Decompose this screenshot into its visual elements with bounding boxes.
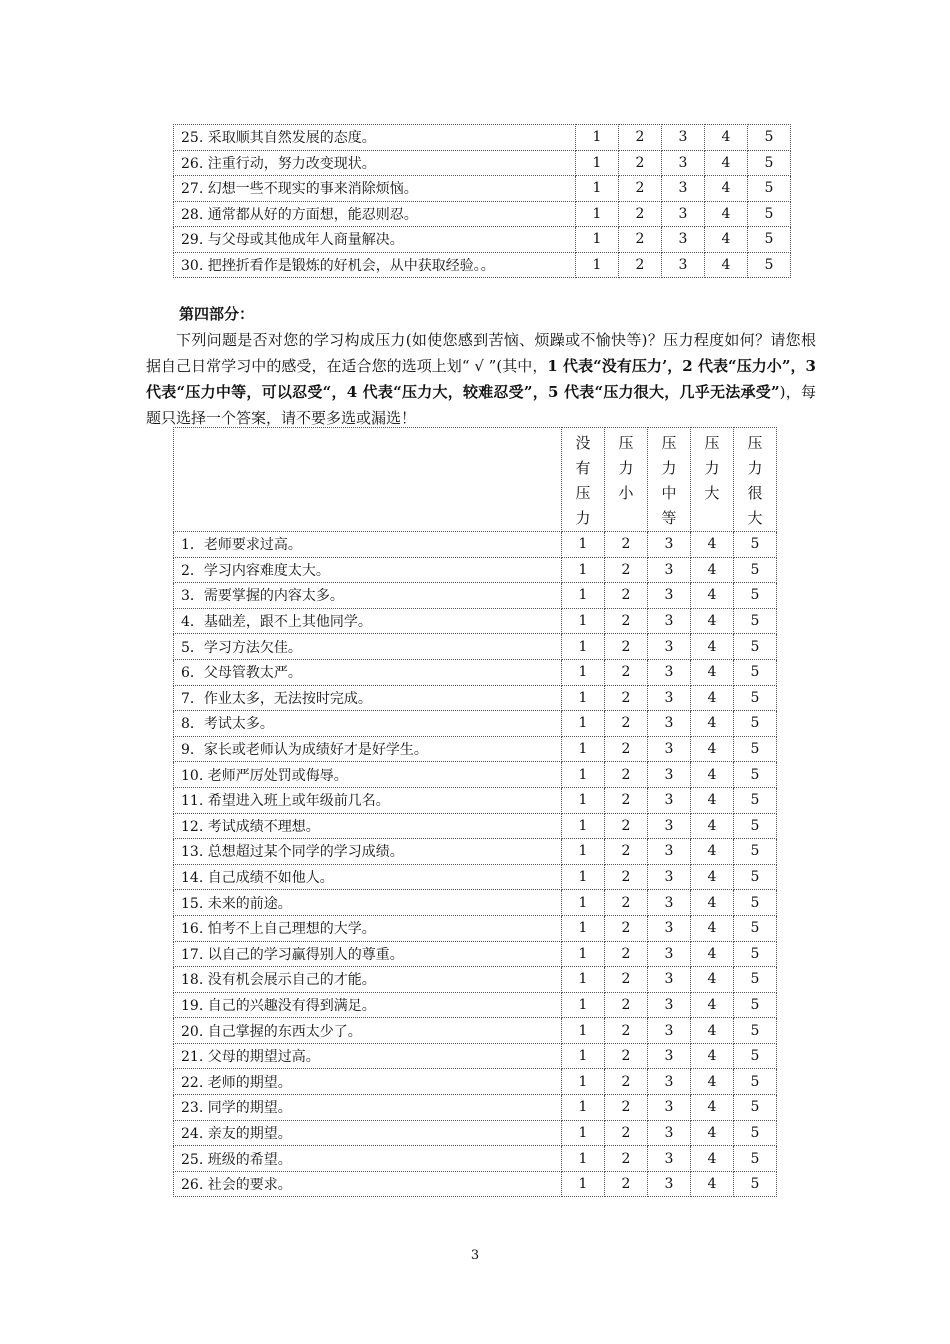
rating-option-1[interactable]: 1 [562, 813, 605, 839]
rating-option-1[interactable]: 1 [562, 1171, 605, 1197]
question-text: 22. 老师的期望。 [174, 1069, 562, 1095]
rating-option-4[interactable]: 4 [691, 583, 734, 609]
rating-option-3[interactable]: 3 [648, 1043, 691, 1069]
instruction-text-1: 下列问题是否对您的学习构成压力(如使您感到苦恼、烦躁或不愉快等)？压力程度如何？请您根据自己日常学习中的感受，在适合您的选项上划“ √ ”(其中， [146, 331, 816, 375]
question-text: 26. 社会的要求。 [174, 1171, 562, 1197]
rating-option-1[interactable]: 1 [562, 685, 605, 711]
rating-option-2[interactable]: 2 [605, 839, 648, 865]
rating-option-1[interactable]: 1 [562, 1018, 605, 1044]
rating-option-5[interactable]: 5 [734, 1095, 777, 1121]
rating-option-3[interactable]: 3 [648, 813, 691, 839]
rating-option-1[interactable]: 1 [562, 839, 605, 865]
rating-option-3[interactable]: 3 [648, 659, 691, 685]
rating-option-4[interactable]: 4 [691, 992, 734, 1018]
question-text: 13. 总想超过某个同学的学习成绩。 [174, 839, 562, 865]
rating-option-2[interactable]: 2 [605, 685, 648, 711]
table-row [174, 659, 777, 685]
rating-option-2[interactable]: 2 [605, 634, 648, 660]
rating-option-5[interactable]: 5 [748, 252, 791, 278]
rating-option-5[interactable]: 5 [734, 813, 777, 839]
rating-option-5[interactable]: 5 [734, 992, 777, 1018]
rating-option-2[interactable]: 2 [605, 1018, 648, 1044]
table-row [174, 915, 777, 941]
question-text: 12. 考试成绩不理想。 [174, 813, 562, 839]
rating-option-4[interactable]: 4 [691, 967, 734, 993]
table-row [174, 252, 791, 278]
rating-option-2[interactable]: 2 [605, 1120, 648, 1146]
rating-option-2[interactable]: 2 [605, 1069, 648, 1095]
question-text: 28. 通常都从好的方面想，能忍则忍。 [174, 201, 576, 227]
page-number: 3 [470, 1248, 480, 1263]
rating-option-3[interactable]: 3 [648, 992, 691, 1018]
coping-table-continued [173, 124, 791, 278]
header-medium-stress: 压力中等 [648, 428, 691, 532]
table-row [174, 532, 777, 558]
rating-option-2[interactable]: 2 [619, 150, 662, 176]
question-text: 25. 班级的希望。 [174, 1146, 562, 1172]
table-row [174, 1171, 777, 1197]
rating-option-4[interactable]: 4 [691, 890, 734, 916]
rating-option-4[interactable]: 4 [691, 762, 734, 788]
question-text: 21. 父母的期望过高。 [174, 1043, 562, 1069]
question-text: 11. 希望进入班上或年级前几名。 [174, 787, 562, 813]
rating-option-1[interactable]: 1 [562, 941, 605, 967]
rating-option-5[interactable]: 5 [734, 557, 777, 583]
rating-option-4[interactable]: 4 [691, 711, 734, 737]
rating-option-2[interactable]: 2 [605, 736, 648, 762]
rating-option-2[interactable]: 2 [605, 532, 648, 558]
rating-option-2[interactable]: 2 [605, 813, 648, 839]
rating-option-3[interactable]: 3 [648, 634, 691, 660]
table-row [174, 227, 791, 253]
rating-option-4[interactable]: 4 [691, 736, 734, 762]
table-row [174, 150, 791, 176]
rating-option-4[interactable]: 4 [691, 787, 734, 813]
rating-option-1[interactable]: 1 [562, 1095, 605, 1121]
rating-option-3[interactable]: 3 [648, 736, 691, 762]
question-text: 6．父母管教太严。 [174, 659, 562, 685]
table-row [174, 1120, 777, 1146]
table-row [174, 864, 777, 890]
rating-option-4[interactable]: 4 [691, 1069, 734, 1095]
rating-option-1[interactable]: 1 [562, 583, 605, 609]
table-row [174, 201, 791, 227]
rating-option-2[interactable]: 2 [605, 967, 648, 993]
rating-option-1[interactable]: 1 [562, 915, 605, 941]
question-text: 5．学习方法欠佳。 [174, 634, 562, 660]
question-text: 4．基础差，跟不上其他同学。 [174, 608, 562, 634]
rating-option-5[interactable]: 5 [734, 583, 777, 609]
rating-option-2[interactable]: 2 [605, 915, 648, 941]
rating-option-5[interactable]: 5 [748, 150, 791, 176]
rating-option-1[interactable]: 1 [576, 150, 619, 176]
rating-option-1[interactable]: 1 [562, 532, 605, 558]
rating-option-1[interactable]: 1 [576, 176, 619, 202]
rating-option-1[interactable]: 1 [562, 736, 605, 762]
rating-option-3[interactable]: 3 [648, 557, 691, 583]
rating-option-5[interactable]: 5 [734, 532, 777, 558]
question-text: 30. 把挫折看作是锻炼的好机会，从中获取经验。。 [174, 252, 576, 278]
table-row [174, 176, 791, 202]
rating-option-4[interactable]: 4 [705, 252, 748, 278]
rating-option-5[interactable]: 5 [734, 1018, 777, 1044]
rating-option-4[interactable]: 4 [691, 915, 734, 941]
rating-option-2[interactable]: 2 [619, 227, 662, 253]
rating-option-1[interactable]: 1 [576, 125, 619, 151]
rating-option-5[interactable]: 5 [734, 839, 777, 865]
rating-option-4[interactable]: 4 [691, 1043, 734, 1069]
rating-option-4[interactable]: 4 [691, 1018, 734, 1044]
rating-option-5[interactable]: 5 [734, 941, 777, 967]
rating-option-1[interactable]: 1 [562, 557, 605, 583]
rating-option-3[interactable]: 3 [648, 762, 691, 788]
rating-option-5[interactable]: 5 [748, 201, 791, 227]
question-text: 19. 自己的兴趣没有得到满足。 [174, 992, 562, 1018]
table-row [174, 1018, 777, 1044]
rating-option-5[interactable]: 5 [734, 711, 777, 737]
rating-option-5[interactable]: 5 [748, 125, 791, 151]
rating-option-4[interactable]: 4 [705, 176, 748, 202]
rating-option-3[interactable]: 3 [648, 1120, 691, 1146]
part4-title: 第四部分： [179, 305, 255, 323]
rating-option-3[interactable]: 3 [648, 787, 691, 813]
rating-option-2[interactable]: 2 [605, 787, 648, 813]
rating-option-5[interactable]: 5 [734, 967, 777, 993]
rating-option-3[interactable]: 3 [662, 201, 705, 227]
header-very-high-stress: 压力很大 [734, 428, 777, 532]
question-text: 27. 幻想一些不现实的事来消除烦恼。 [174, 176, 576, 202]
rating-option-4[interactable]: 4 [691, 864, 734, 890]
table-row [174, 685, 777, 711]
rating-option-2[interactable]: 2 [619, 201, 662, 227]
rating-option-4[interactable]: 4 [705, 201, 748, 227]
rating-option-1[interactable]: 1 [562, 1043, 605, 1069]
rating-option-5[interactable]: 5 [734, 915, 777, 941]
table-row [174, 839, 777, 865]
instruction-scale-legend: 1 代表“没有压力’，2 代表“压力小”，3 代表“压力中等，可以忍受“，4 代表“压力大，较难忍受”，5 代表“压力很大，几乎无法承受” [146, 357, 816, 401]
rating-option-1[interactable]: 1 [562, 659, 605, 685]
question-text: 25. 采取顺其自然发展的态度。 [174, 125, 576, 151]
rating-option-3[interactable]: 3 [648, 1069, 691, 1095]
rating-option-5[interactable]: 5 [734, 608, 777, 634]
rating-option-1[interactable]: 1 [576, 252, 619, 278]
rating-option-3[interactable]: 3 [648, 532, 691, 558]
part4-instruction [146, 327, 816, 431]
rating-option-5[interactable]: 5 [748, 176, 791, 202]
question-text: 10. 老师严厉处罚或侮辱。 [174, 762, 562, 788]
rating-option-4[interactable]: 4 [705, 125, 748, 151]
rating-option-4[interactable]: 4 [691, 557, 734, 583]
rating-option-1[interactable]: 1 [562, 967, 605, 993]
rating-option-2[interactable]: 2 [605, 1095, 648, 1121]
rating-option-1[interactable]: 1 [562, 992, 605, 1018]
rating-option-2[interactable]: 2 [605, 864, 648, 890]
question-text: 2．学习内容难度太大。 [174, 557, 562, 583]
rating-option-2[interactable]: 2 [605, 1043, 648, 1069]
rating-option-5[interactable]: 5 [734, 1146, 777, 1172]
rating-option-5[interactable]: 5 [734, 685, 777, 711]
rating-option-5[interactable]: 5 [734, 762, 777, 788]
table-row [174, 762, 777, 788]
rating-option-3[interactable]: 3 [648, 1171, 691, 1197]
rating-option-3[interactable]: 3 [648, 915, 691, 941]
question-text: 23. 同学的期望。 [174, 1095, 562, 1121]
table-row [174, 992, 777, 1018]
rating-option-2[interactable]: 2 [605, 890, 648, 916]
table-row [174, 787, 777, 813]
rating-option-1[interactable]: 1 [562, 1069, 605, 1095]
rating-option-3[interactable]: 3 [648, 864, 691, 890]
question-text: 26. 注重行动，努力改变现状。 [174, 150, 576, 176]
rating-option-1[interactable]: 1 [562, 1146, 605, 1172]
rating-option-5[interactable]: 5 [734, 1120, 777, 1146]
rating-option-3[interactable]: 3 [648, 608, 691, 634]
header-low-stress: 压力小 [605, 428, 648, 532]
rating-option-5[interactable]: 5 [734, 659, 777, 685]
question-text: 17. 以自己的学习赢得别人的尊重。 [174, 941, 562, 967]
rating-option-3[interactable]: 3 [648, 685, 691, 711]
rating-option-1[interactable]: 1 [576, 227, 619, 253]
rating-option-3[interactable]: 3 [648, 839, 691, 865]
rating-option-1[interactable]: 1 [562, 1120, 605, 1146]
rating-option-1[interactable]: 1 [576, 201, 619, 227]
rating-option-5[interactable]: 5 [734, 1043, 777, 1069]
question-text: 1．老师要求过高。 [174, 532, 562, 558]
table-row [174, 813, 777, 839]
rating-option-5[interactable]: 5 [734, 1171, 777, 1197]
header-blank [174, 428, 562, 532]
question-text: 15. 未来的前途。 [174, 890, 562, 916]
table-row [174, 1069, 777, 1095]
rating-option-2[interactable]: 2 [605, 557, 648, 583]
question-text: 16. 怕考不上自己理想的大学。 [174, 915, 562, 941]
rating-option-3[interactable]: 3 [648, 1095, 691, 1121]
rating-option-2[interactable]: 2 [605, 1146, 648, 1172]
table-row [174, 711, 777, 737]
rating-option-4[interactable]: 4 [691, 1171, 734, 1197]
instruction-text-2: )，每题只选择一个答案，请不要多选或漏选！ [146, 383, 816, 427]
rating-option-3[interactable]: 3 [648, 583, 691, 609]
table-row [174, 941, 777, 967]
rating-option-1[interactable]: 1 [562, 890, 605, 916]
rating-option-5[interactable]: 5 [748, 227, 791, 253]
rating-option-4[interactable]: 4 [691, 813, 734, 839]
rating-option-3[interactable]: 3 [662, 125, 705, 151]
table-row [174, 1146, 777, 1172]
question-text: 20. 自己掌握的东西太少了。 [174, 1018, 562, 1044]
rating-option-2[interactable]: 2 [619, 125, 662, 151]
rating-option-3[interactable]: 3 [662, 176, 705, 202]
stress-table [173, 427, 777, 1197]
rating-option-3[interactable]: 3 [648, 1018, 691, 1044]
rating-option-1[interactable]: 1 [562, 762, 605, 788]
rating-option-2[interactable]: 2 [619, 176, 662, 202]
rating-option-3[interactable]: 3 [662, 252, 705, 278]
question-text: 7．作业太多，无法按时完成。 [174, 685, 562, 711]
question-text: 3．需要掌握的内容太多。 [174, 583, 562, 609]
rating-option-3[interactable]: 3 [662, 150, 705, 176]
table-row [174, 125, 791, 151]
rating-option-5[interactable]: 5 [734, 634, 777, 660]
stress-table-header [174, 428, 777, 532]
question-text: 14. 自己成绩不如他人。 [174, 864, 562, 890]
rating-option-4[interactable]: 4 [691, 839, 734, 865]
rating-option-2[interactable]: 2 [605, 941, 648, 967]
rating-option-2[interactable]: 2 [619, 252, 662, 278]
table-row [174, 608, 777, 634]
table-row [174, 890, 777, 916]
table-row [174, 1095, 777, 1121]
question-text: 9．家长或老师认为成绩好才是好学生。 [174, 736, 562, 762]
rating-option-2[interactable]: 2 [605, 711, 648, 737]
rating-option-2[interactable]: 2 [605, 583, 648, 609]
rating-option-5[interactable]: 5 [734, 1069, 777, 1095]
table-row [174, 583, 777, 609]
question-text: 29. 与父母或其他成年人商量解决。 [174, 227, 576, 253]
rating-option-2[interactable]: 2 [605, 1171, 648, 1197]
rating-option-4[interactable]: 4 [691, 634, 734, 660]
question-text: 8．考试太多。 [174, 711, 562, 737]
rating-option-3[interactable]: 3 [648, 941, 691, 967]
rating-option-2[interactable]: 2 [605, 659, 648, 685]
rating-option-4[interactable]: 4 [705, 227, 748, 253]
rating-option-4[interactable]: 4 [691, 659, 734, 685]
rating-option-5[interactable]: 5 [734, 864, 777, 890]
rating-option-3[interactable]: 3 [648, 967, 691, 993]
table-row [174, 967, 777, 993]
rating-option-4[interactable]: 4 [691, 1095, 734, 1121]
rating-option-2[interactable]: 2 [605, 992, 648, 1018]
rating-option-4[interactable]: 4 [691, 685, 734, 711]
table-row [174, 1043, 777, 1069]
question-text: 18. 没有机会展示自己的才能。 [174, 967, 562, 993]
rating-option-1[interactable]: 1 [562, 634, 605, 660]
header-high-stress: 压力大 [691, 428, 734, 532]
rating-option-3[interactable]: 3 [662, 227, 705, 253]
rating-option-4[interactable]: 4 [691, 608, 734, 634]
table-row [174, 557, 777, 583]
rating-option-1[interactable]: 1 [562, 787, 605, 813]
rating-option-4[interactable]: 4 [691, 1146, 734, 1172]
rating-option-3[interactable]: 3 [648, 890, 691, 916]
rating-option-4[interactable]: 4 [691, 532, 734, 558]
rating-option-4[interactable]: 4 [705, 150, 748, 176]
rating-option-2[interactable]: 2 [605, 762, 648, 788]
rating-option-1[interactable]: 1 [562, 608, 605, 634]
rating-option-4[interactable]: 4 [691, 941, 734, 967]
table-row [174, 634, 777, 660]
rating-option-5[interactable]: 5 [734, 890, 777, 916]
rating-option-1[interactable]: 1 [562, 711, 605, 737]
rating-option-5[interactable]: 5 [734, 787, 777, 813]
table-row [174, 736, 777, 762]
rating-option-2[interactable]: 2 [605, 608, 648, 634]
rating-option-1[interactable]: 1 [562, 864, 605, 890]
rating-option-4[interactable]: 4 [691, 1120, 734, 1146]
rating-option-5[interactable]: 5 [734, 736, 777, 762]
question-text: 24. 亲友的期望。 [174, 1120, 562, 1146]
rating-option-3[interactable]: 3 [648, 1146, 691, 1172]
rating-option-3[interactable]: 3 [648, 711, 691, 737]
header-no-stress: 没有压力 [562, 428, 605, 532]
